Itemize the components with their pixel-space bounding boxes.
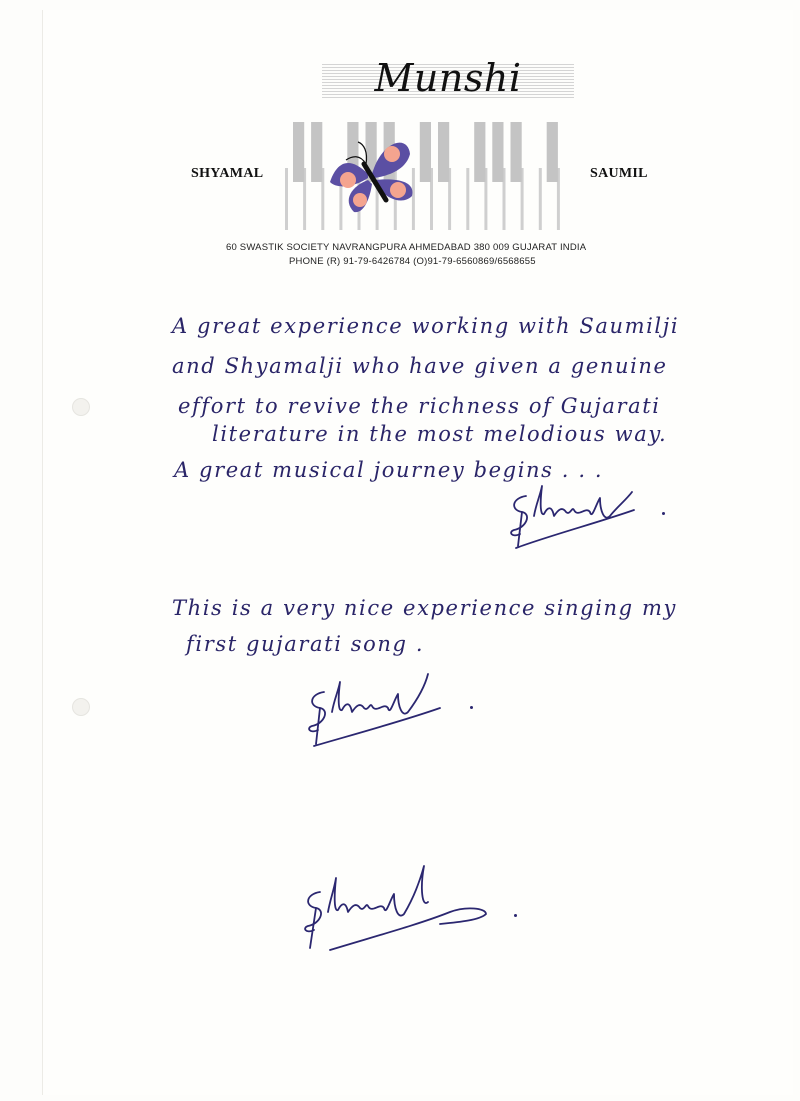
signature-2-dot — [470, 706, 473, 709]
note-1-line: effort to revive the richness of Gujarati — [178, 394, 661, 418]
signature-3-dot — [514, 914, 517, 917]
piano-key-black — [438, 122, 449, 182]
piano-key-white — [285, 168, 288, 230]
piano-keys-logo — [283, 122, 573, 230]
note-2-line: This is a very nice experience singing my — [172, 596, 677, 620]
note-1-line: A great experience working with Saumilji — [172, 314, 680, 338]
note-2-line: first gujarati song . — [186, 632, 425, 656]
signature-1 — [500, 476, 660, 556]
piano-key-black — [474, 122, 485, 182]
signature-3 — [290, 852, 510, 962]
piano-keys — [285, 122, 560, 230]
piano-key-black — [420, 122, 431, 182]
piano-key-white — [412, 168, 415, 230]
signature-2 — [296, 664, 456, 754]
piano-key-white — [466, 168, 469, 230]
piano-key-black — [293, 122, 304, 182]
letterhead — [0, 0, 800, 280]
note-1-line: literature in the most melodious way. — [212, 422, 668, 446]
note-1-line: and Shyamalji who have given a genuine — [172, 354, 668, 378]
piano-key-black — [511, 122, 522, 182]
punch-hole-top — [72, 398, 90, 416]
brand-name: Munshi — [374, 56, 522, 100]
punch-hole-bottom — [72, 698, 90, 716]
piano-key-black — [547, 122, 558, 182]
piano-key-black — [311, 122, 322, 182]
piano-key-white — [539, 168, 542, 230]
name-right: SAUMIL — [590, 166, 648, 181]
letterhead-phone: PHONE (R) 91-79-6426784 (O)91-79-6560869/6568655 — [289, 256, 536, 267]
letterhead-address: 60 SWASTIK SOCIETY NAVRANGPURA AHMEDABAD 380 009 GUJARAT INDIA — [226, 242, 587, 253]
name-left: SHYAMAL — [191, 166, 264, 181]
note-1-line: A great musical journey begins . . . — [174, 458, 604, 482]
piano-key-black — [492, 122, 503, 182]
signature-1-dot — [662, 512, 665, 515]
